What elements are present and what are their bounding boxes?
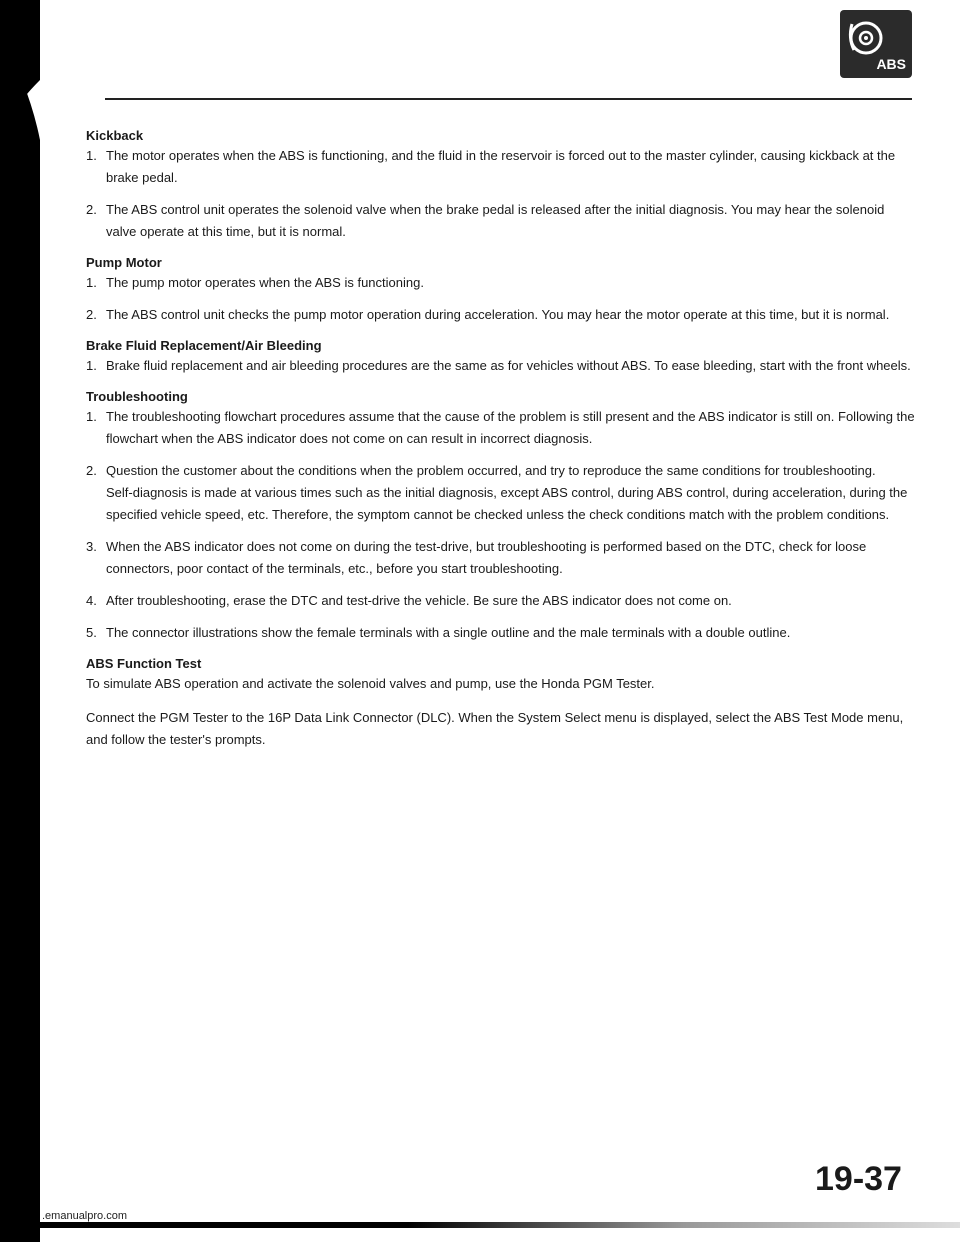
section-heading: Pump Motor: [86, 255, 162, 270]
list-item: [86, 536, 916, 580]
section-heading: Kickback: [86, 128, 144, 143]
item-text: The motor operates when the ABS is functioning, and the fluid in the reservoir is forced out to the master cylinder, causing kickback at the brake pedal.: [106, 148, 896, 185]
item-number: 1.: [86, 409, 97, 424]
list-item: [86, 355, 916, 377]
section-abs-function-test: [86, 656, 916, 751]
list-item: [86, 590, 916, 612]
item-number: 4.: [86, 593, 97, 608]
item-text-line: Question the customer about the conditions when the problem occurred, and try to reproduce the same conditions for troubleshooting.: [106, 463, 876, 478]
page-content: [86, 128, 916, 763]
item-text: The ABS control unit operates the solenoid valve when the brake pedal is released after the initial diagnosis. You may hear the solenoid valve operate at this time, but it is normal.: [106, 202, 885, 239]
item-number: 1.: [86, 148, 97, 163]
item-text: When the ABS indicator does not come on during the test-drive, but troubleshooting is performed based on the DTC, check for loose connectors, poor contact of the terminals, etc., before you start troubleshooting.: [106, 539, 867, 576]
section-pump-motor: [86, 255, 916, 326]
item-text: The ABS control unit checks the pump motor operation during acceleration. You may hear the motor operate at this time, but it is normal.: [106, 307, 890, 322]
section-troubleshooting: [86, 389, 916, 644]
item-text-continuation: Self-diagnosis is made at various times such as the initial diagnosis, except ABS control, during ABS control, during acceleration, during the specified vehicle speed, etc. Therefore, the symptom cannot be checked unless the check conditions match with the problem conditions.: [106, 485, 908, 522]
item-text: The troubleshooting flowchart procedures assume that the cause of the problem is still present and the ABS indicator is still on. Following the flowchart when the ABS indicator does not come on can result in incorrect diagnosis.: [106, 409, 915, 446]
item-number: 2.: [86, 463, 97, 478]
section-heading: Brake Fluid Replacement/Air Bleeding: [86, 338, 322, 353]
list-item: [86, 272, 916, 294]
list-item: [86, 460, 916, 526]
item-number: 1.: [86, 275, 97, 290]
paragraph: Connect the PGM Tester to the 16P Data Link Connector (DLC). When the System Select menu is displayed, select the ABS Test Mode menu, and follow the tester's prompts.: [86, 710, 904, 747]
item-text: The connector illustrations show the female terminals with a single outline and the male terminals with a double outline.: [106, 625, 791, 640]
item-number: 1.: [86, 358, 97, 373]
list-item: [86, 622, 916, 644]
paragraph: To simulate ABS operation and activate the solenoid valves and pump, use the Honda PGM Tester.: [86, 676, 655, 691]
header-rule: [105, 98, 912, 100]
section-heading: ABS Function Test: [86, 656, 202, 671]
list-item: [86, 199, 916, 243]
binding-spine-graphic: [0, 0, 40, 1242]
page-number: 19-37: [815, 1160, 902, 1198]
footer-url[interactable]: .emanualpro.com: [42, 1210, 127, 1222]
item-text: Brake fluid replacement and air bleeding procedures are the same as for vehicles without ABS. To ease bleeding, start with the front wheels.: [106, 358, 911, 373]
list-item: [86, 406, 916, 450]
section-kickback: [86, 128, 916, 243]
item-text: [106, 460, 916, 526]
item-number: 5.: [86, 625, 97, 640]
section-brake-fluid: [86, 338, 916, 377]
footer-bar: [40, 1222, 960, 1228]
item-number: 3.: [86, 539, 97, 554]
item-text: The pump motor operates when the ABS is functioning.: [106, 275, 424, 290]
abs-badge: [840, 10, 912, 78]
brake-disc-icon: [846, 14, 886, 58]
item-number: 2.: [86, 307, 97, 322]
list-item: [86, 304, 916, 326]
section-heading: Troubleshooting: [86, 389, 188, 404]
item-number: 2.: [86, 202, 97, 217]
list-item: [86, 145, 916, 189]
abs-badge-label: ABS: [876, 56, 906, 72]
item-text: After troubleshooting, erase the DTC and test-drive the vehicle. Be sure the ABS indicator does not come on.: [106, 593, 732, 608]
